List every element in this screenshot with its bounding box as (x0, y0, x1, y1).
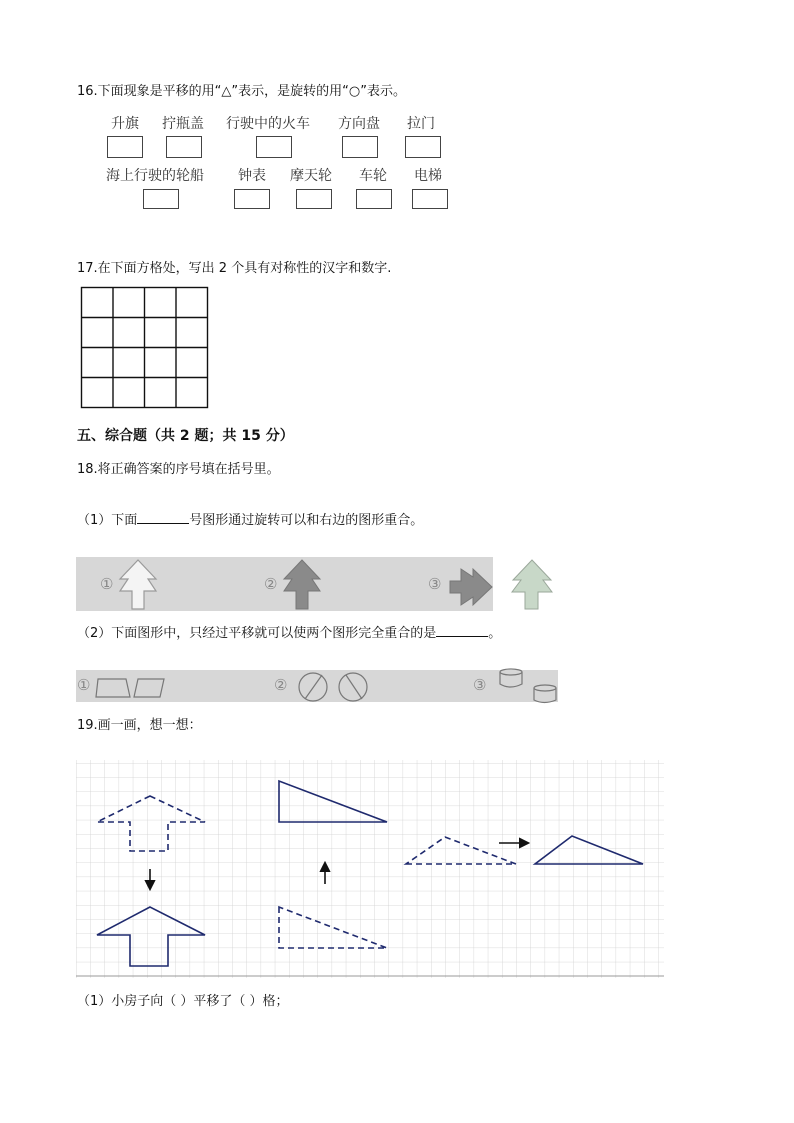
tree-filled-figure-2 (284, 560, 320, 609)
q18-part1-after: 号图形通过旋转可以和右边的图形重合。 (189, 513, 424, 528)
q18-part2-before: （2）下面图形中，只经过平移就可以使两个图形完全重合的是 (77, 626, 437, 641)
trapezoid-shape-b (134, 679, 164, 697)
translation-grid-diagram (76, 760, 666, 980)
answer-box-flag-raising[interactable] (107, 136, 143, 158)
strip2-num-1: ① (77, 676, 91, 694)
tree-target-figure (512, 560, 552, 609)
tree-outline-figure-1 (120, 560, 156, 609)
answer-box-elevator[interactable] (412, 189, 448, 209)
writing-grid[interactable] (80, 286, 210, 410)
q19-text: 19.画一画，想一想： (77, 718, 202, 733)
q17-text: 17.在下面方格处，写出 2 个具有对称性的汉字和数字. (77, 261, 392, 276)
answer-box-steering-wheel[interactable] (342, 136, 378, 158)
q18-part1-before: （1）下面 (77, 513, 138, 528)
label-ship: 海上行驶的轮船 (106, 168, 204, 184)
label-moving-train: 行驶中的火车 (226, 116, 310, 132)
strip1-num-2: ② (264, 575, 278, 593)
label-ferris-wheel: 摩天轮 (290, 168, 332, 184)
tree-rotated-figure-3 (450, 569, 492, 605)
label-steering-wheel: 方向盘 (338, 116, 380, 132)
answer-box-sliding-door[interactable] (405, 136, 441, 158)
answer-box-clock[interactable] (234, 189, 270, 209)
answer-box-ferris-wheel[interactable] (296, 189, 332, 209)
q18-text: 18.将正确答案的序号填在括号里。 (77, 462, 280, 477)
q18-part1-blank[interactable] (137, 510, 189, 524)
q18-part2 (77, 622, 501, 641)
label-clock: 钟表 (238, 168, 266, 184)
grid-background (76, 760, 664, 978)
circle-shape-b (339, 673, 367, 701)
label-sliding-door: 拉门 (407, 116, 435, 132)
trapezoid-shape-a (96, 679, 130, 697)
q18-part2-after: 。 (488, 626, 502, 641)
strip1-num-1: ① (100, 575, 114, 593)
strip2-num-3: ③ (473, 676, 487, 694)
label-flag-raising: 升旗 (111, 116, 139, 132)
section-5-heading: 五、综合题（共 2 题；共 15 分） (77, 428, 294, 444)
label-elevator: 电梯 (414, 168, 442, 184)
translation-figures (76, 668, 566, 708)
q16-text: 16.下面现象是平移的用“△”表示，是旋转的用“○”表示。 (77, 84, 406, 99)
q18-part1 (77, 509, 423, 528)
rotation-figures (76, 557, 566, 613)
answer-box-ship[interactable] (143, 189, 179, 209)
answer-box-car-wheel[interactable] (356, 189, 392, 209)
strip1-num-3: ③ (428, 575, 442, 593)
strip2-num-2: ② (274, 676, 288, 694)
answer-box-bottle-cap[interactable] (166, 136, 202, 158)
q18-part2-blank[interactable] (436, 623, 488, 637)
label-car-wheel: 车轮 (359, 168, 387, 184)
q19-part1: （1）小房子向（ ）平移了（ ）格； (77, 994, 289, 1009)
answer-box-moving-train[interactable] (256, 136, 292, 158)
label-bottle-cap: 拧瓶盖 (162, 116, 204, 132)
